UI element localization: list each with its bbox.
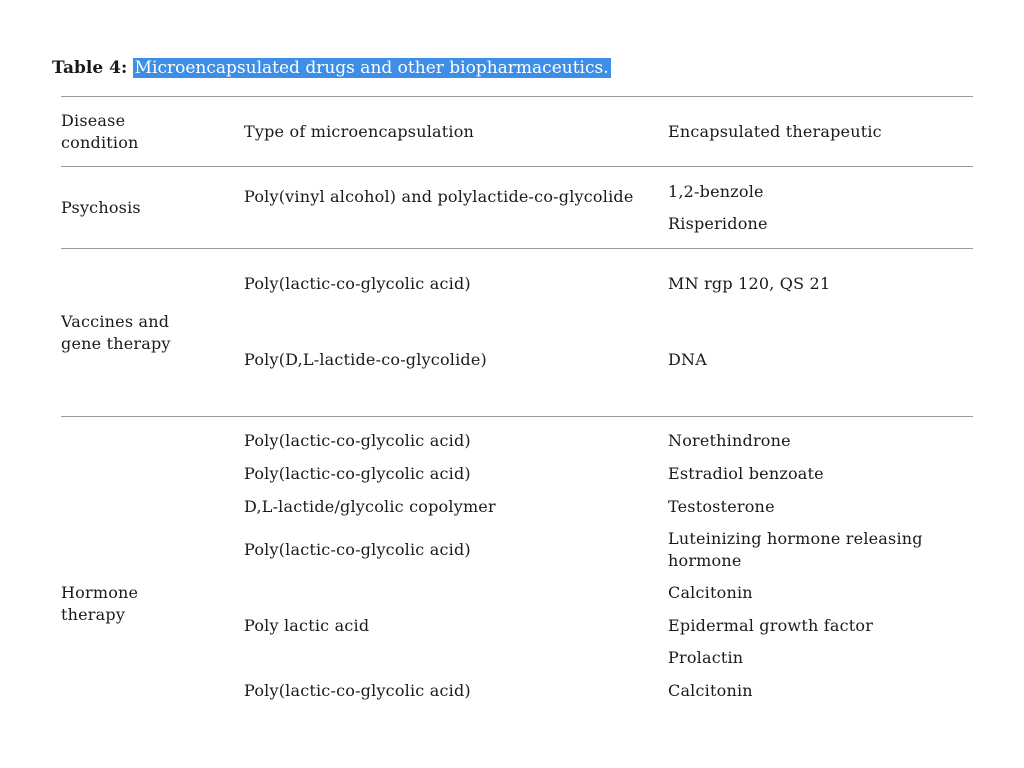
- header-disease-line2: condition: [61, 133, 139, 152]
- therapeutic-cell: Risperidone: [668, 214, 768, 233]
- psychosis-bottom-rule: [61, 248, 973, 249]
- therapeutic-cell: MN rgp 120, QS 21: [668, 274, 831, 293]
- header-bottom-rule: [61, 166, 973, 167]
- type-cell: Poly lactic acid: [244, 616, 370, 635]
- table-caption: [52, 56, 611, 80]
- disease-hormone-therapy: Hormone therapy: [61, 583, 139, 624]
- type-cell: Poly(D,L-lactide-co-glycolide): [244, 350, 487, 369]
- type-cell: Poly(lactic-co-glycolic acid): [244, 681, 471, 700]
- table-top-rule: [61, 96, 973, 97]
- therapeutic-cell: Calcitonin: [668, 583, 753, 602]
- type-cell: Poly(lactic-co-glycolic acid): [244, 540, 471, 559]
- type-cell: Poly(lactic-co-glycolic acid): [244, 274, 471, 293]
- therapeutic-cell: DNA: [668, 350, 707, 369]
- header-type: Type of microencapsulation: [244, 122, 475, 141]
- vaccines-bottom-rule: [61, 416, 973, 417]
- header-disease-condition: [61, 110, 231, 154]
- type-cell: Poly(lactic-co-glycolic acid): [244, 464, 471, 483]
- header-therapeutic: Encapsulated therapeutic: [668, 122, 882, 141]
- table-label: Table 4:: [52, 58, 128, 78]
- disease-psychosis: Psychosis: [61, 198, 141, 217]
- therapeutic-cell: Calcitonin: [668, 681, 753, 700]
- therapeutic-cell: Prolactin: [668, 648, 744, 667]
- therapeutic-cell: Luteinizing hormone releasing hormone: [668, 529, 923, 570]
- table-title-selected[interactable]: Microencapsulated drugs and other biopharmaceutics.: [134, 58, 609, 78]
- type-cell: Poly(lactic-co-glycolic acid): [244, 431, 471, 450]
- type-cell: D,L-lactide/glycolic copolymer: [244, 497, 496, 516]
- therapeutic-cell: Testosterone: [668, 497, 775, 516]
- type-cell: Poly(vinyl alcohol) and polylactide-co-glycolide: [244, 187, 634, 206]
- header-disease-line1: Disease: [61, 111, 126, 130]
- therapeutic-cell: Estradiol benzoate: [668, 464, 824, 483]
- therapeutic-cell: 1,2-benzole: [668, 182, 764, 201]
- therapeutic-cell: Epidermal growth factor: [668, 616, 874, 635]
- disease-vaccines-gene-therapy: Vaccines and gene therapy: [61, 312, 171, 353]
- therapeutic-cell: Norethindrone: [668, 431, 791, 450]
